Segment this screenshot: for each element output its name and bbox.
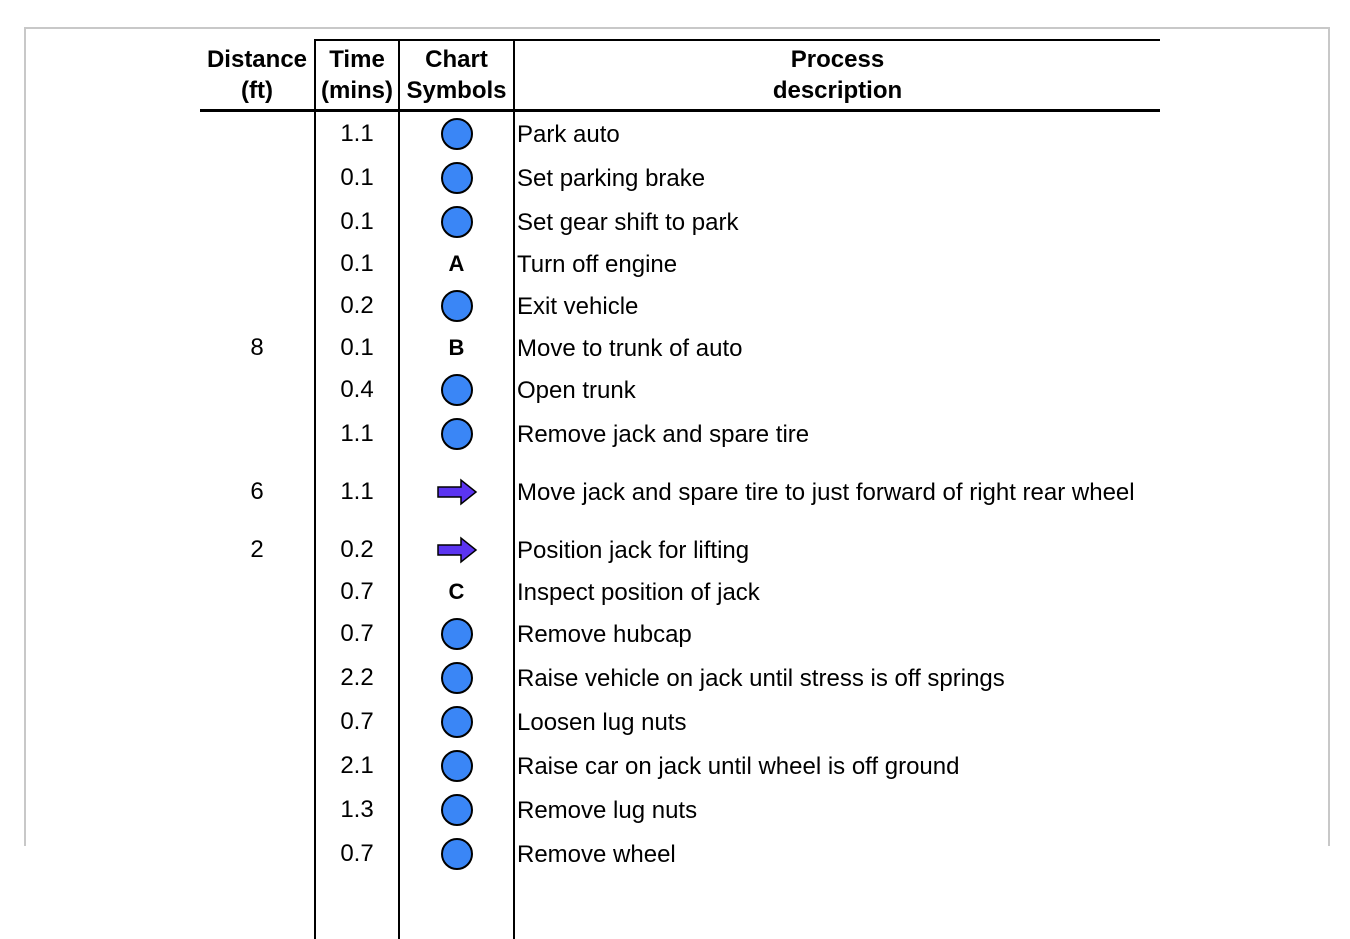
time-cell: 1.1 <box>340 478 374 505</box>
description-cell: Remove wheel <box>517 840 676 868</box>
distance-cell: 6 <box>250 478 264 505</box>
symbol-cell <box>400 572 513 612</box>
header-distance <box>200 41 314 109</box>
header-time-line2: (mins) <box>321 77 393 104</box>
symbol-cell <box>400 744 513 788</box>
operation-circle-icon <box>441 662 473 694</box>
operation-circle-icon <box>441 290 473 322</box>
table-row <box>200 612 1160 656</box>
description-cell: Open trunk <box>517 376 636 404</box>
description-cell: Set gear shift to park <box>517 208 739 236</box>
distance-cell <box>200 612 314 656</box>
description-cell: Inspect position of jack <box>517 578 760 606</box>
description-cell: Remove jack and spare tire <box>517 420 810 448</box>
distance-cell: 2 <box>250 536 264 563</box>
distance-cell <box>200 368 314 412</box>
description-cell: Exit vehicle <box>517 292 639 320</box>
time-cell: 2.2 <box>340 664 374 691</box>
symbol-letter: C <box>448 579 465 604</box>
symbol-cell <box>400 700 513 744</box>
transport-arrow-icon <box>437 537 477 563</box>
table-row <box>200 656 1160 700</box>
description-cell: Raise vehicle on jack until stress is off springs <box>517 664 1005 692</box>
time-cell: 2.1 <box>340 752 374 779</box>
header-time-line1: Time <box>329 46 385 73</box>
symbol-cell <box>400 244 513 284</box>
symbol-letter: B <box>448 335 465 360</box>
table-row <box>200 156 1160 200</box>
distance-cell <box>200 284 314 328</box>
distance-cell <box>200 200 314 244</box>
table-row <box>200 368 1160 412</box>
time-cell: 0.2 <box>340 292 374 319</box>
table-row <box>200 412 1160 456</box>
distance-cell <box>200 744 314 788</box>
description-cell: Remove lug nuts <box>517 796 698 824</box>
symbol-cell <box>400 788 513 832</box>
operation-circle-icon <box>441 118 473 150</box>
symbol-cell <box>400 112 513 156</box>
time-cell: 0.2 <box>340 536 374 563</box>
header-description-line1: Process <box>790 46 885 73</box>
operation-circle-icon <box>441 838 473 870</box>
time-cell: 0.1 <box>340 164 374 191</box>
description-cell: Move to trunk of auto <box>517 334 743 362</box>
table-row <box>200 832 1160 876</box>
table-row <box>200 244 1160 284</box>
symbol-cell <box>400 456 513 528</box>
symbol-cell <box>400 412 513 456</box>
distance-cell <box>200 112 314 156</box>
time-cell: 0.7 <box>340 708 374 735</box>
time-cell: 1.1 <box>340 420 374 447</box>
symbol-cell <box>400 328 513 368</box>
symbol-cell <box>400 656 513 700</box>
operation-circle-icon <box>441 794 473 826</box>
table-row <box>200 284 1160 328</box>
time-cell: 1.3 <box>340 796 374 823</box>
table-row <box>200 572 1160 612</box>
symbol-cell <box>400 284 513 328</box>
time-cell: 0.7 <box>340 840 374 867</box>
time-cell: 0.1 <box>340 334 374 361</box>
distance-cell <box>200 656 314 700</box>
symbol-cell <box>400 832 513 876</box>
header-distance-line1: Distance <box>206 46 308 73</box>
table-row <box>200 528 1160 572</box>
distance-cell <box>200 156 314 200</box>
operation-circle-icon <box>441 374 473 406</box>
time-cell: 0.4 <box>340 376 374 403</box>
operation-circle-icon <box>441 162 473 194</box>
description-cell: Turn off engine <box>517 250 678 278</box>
symbol-cell <box>400 368 513 412</box>
description-cell: Position jack for lifting <box>517 536 750 564</box>
operation-circle-icon <box>441 418 473 450</box>
description-cell: Raise car on jack until wheel is off ground <box>517 752 960 780</box>
table-row <box>200 112 1160 156</box>
symbol-cell <box>400 200 513 244</box>
header-time <box>316 41 398 109</box>
operation-circle-icon <box>441 618 473 650</box>
distance-cell <box>200 700 314 744</box>
table-row <box>200 788 1160 832</box>
header-symbols-line2: Symbols <box>406 77 507 104</box>
table-row <box>200 700 1160 744</box>
header-description-line2: description <box>772 77 903 104</box>
description-cell: Park auto <box>517 120 620 148</box>
header-symbols-line1: Chart <box>425 46 488 73</box>
table-row <box>200 744 1160 788</box>
distance-cell: 8 <box>250 334 264 361</box>
symbol-cell <box>400 156 513 200</box>
time-cell: 1.1 <box>340 120 374 147</box>
symbol-cell <box>400 528 513 572</box>
operation-circle-icon <box>441 750 473 782</box>
description-cell: Set parking brake <box>517 164 706 192</box>
table-row <box>200 456 1160 528</box>
time-cell: 0.7 <box>340 620 374 647</box>
document-frame <box>24 27 1330 868</box>
distance-cell <box>200 412 314 456</box>
distance-cell <box>200 572 314 612</box>
table-header <box>200 41 1160 109</box>
header-distance-line2: (ft) <box>241 77 273 104</box>
time-cell: 0.1 <box>340 208 374 235</box>
operation-circle-icon <box>441 706 473 738</box>
time-cell: 0.1 <box>340 250 374 277</box>
transport-arrow-icon <box>437 479 477 505</box>
description-cell: Remove hubcap <box>517 620 692 648</box>
header-description <box>515 41 1160 109</box>
description-cell: Loosen lug nuts <box>517 708 687 736</box>
time-cell: 0.7 <box>340 578 374 605</box>
table-row <box>200 200 1160 244</box>
table-row <box>200 328 1160 368</box>
operation-circle-icon <box>441 206 473 238</box>
symbol-letter: A <box>448 251 465 276</box>
description-cell: Move jack and spare tire to just forward of right rear wheel <box>517 478 1135 506</box>
distance-cell <box>200 244 314 284</box>
distance-cell <box>200 788 314 832</box>
header-symbols <box>400 41 513 109</box>
distance-cell <box>200 832 314 876</box>
symbol-cell <box>400 612 513 656</box>
